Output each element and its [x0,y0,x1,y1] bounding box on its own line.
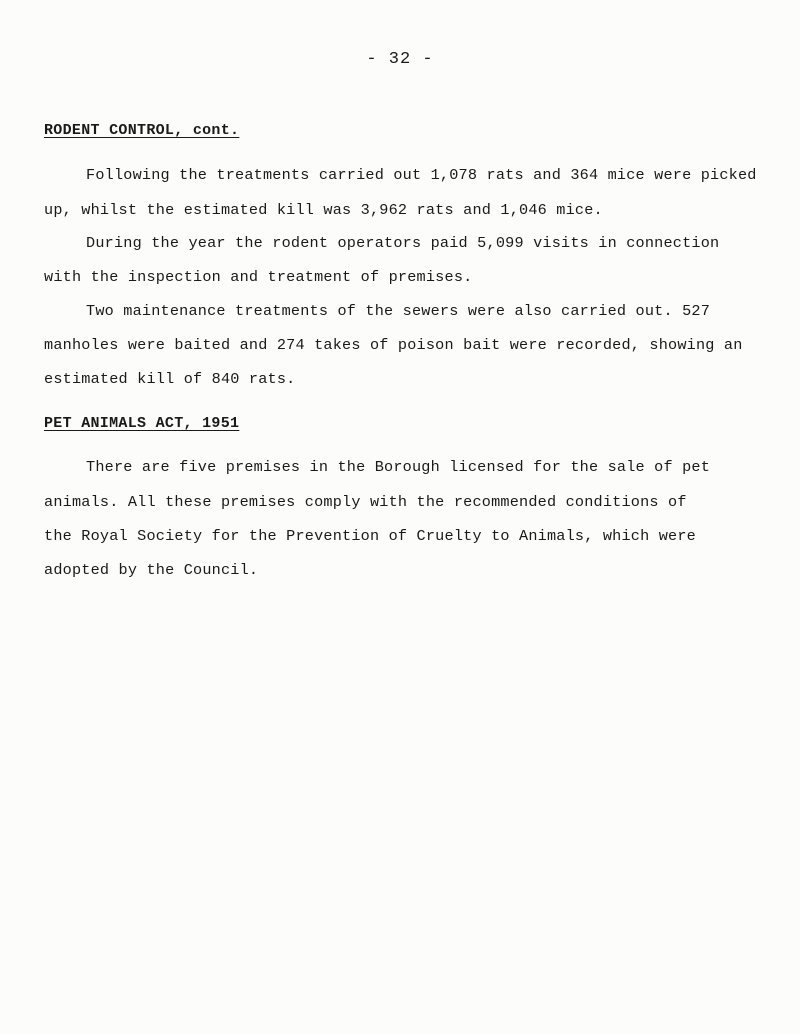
section-heading-rodent-control: RODENT CONTROL, cont. [44,122,240,139]
paragraph-line: with the inspection and treatment of premises. [44,268,473,286]
paragraph-line: Two maintenance treatments of the sewers were also carried out. 527 [86,302,711,320]
paragraph-line: Following the treatments carried out 1,078 rats and 364 mice were picked [86,166,757,184]
section-heading-pet-animals-act: PET ANIMALS ACT, 1951 [44,415,240,432]
paragraph-line: animals. All these premises comply with the recommended conditions of [44,493,687,511]
paragraph-line: manholes were baited and 274 takes of poison bait were recorded, showing an [44,336,743,354]
paragraph-line: During the year the rodent operators paid 5,099 visits in connection [86,234,720,252]
paragraph-line: There are five premises in the Borough licensed for the sale of pet [86,458,711,476]
paragraph-line: the Royal Society for the Prevention of Cruelty to Animals, which were [44,527,696,545]
paragraph-line: adopted by the Council. [44,561,259,579]
paragraph-line: estimated kill of 840 rats. [44,370,296,388]
page-number: - 32 - [366,50,434,69]
paragraph-line: up, whilst the estimated kill was 3,962 rats and 1,046 mice. [44,201,603,219]
